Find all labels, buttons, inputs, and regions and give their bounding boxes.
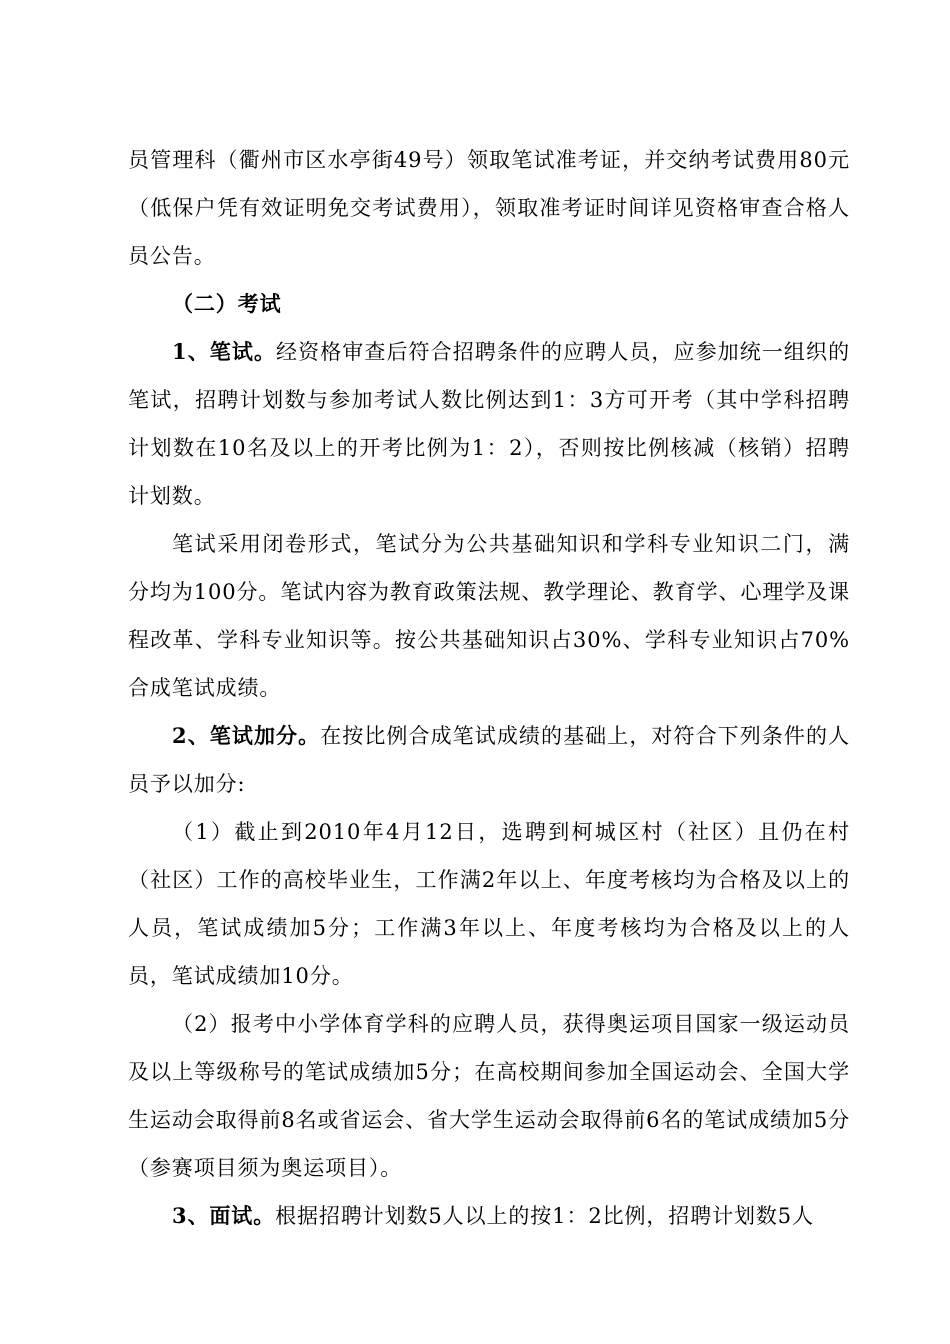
paragraph-lead: 3、面试。 bbox=[172, 1203, 276, 1228]
paragraph-text: （2）报考中小学体育学科的应聘人员，获得奥运项目国家一级运动员及以上等级称号的笔试成绩加5分；在高校期间参加全国运动会、全国大学生运动会取得前8名或省运会、省大学生运动会取得前6名的笔试成绩加5分（参赛项目须为奥运项目）。 bbox=[128, 1012, 850, 1180]
paragraph-bonus-item-1 bbox=[128, 808, 850, 1000]
paragraph-bonus-points bbox=[128, 712, 850, 808]
paragraph-text: （1）截止到2010年4月12日，选聘到柯城区村（社区）且仍在村（社区）工作的高校毕业生，工作满2年以上、年度考核均为合格及以上的人员，笔试成绩加5分；工作满3年以上、年度考核均为合格及以上的人员，笔试成绩加10分。 bbox=[128, 820, 850, 988]
paragraph-exam-registration bbox=[128, 136, 850, 280]
paragraph-bonus-item-2 bbox=[128, 1000, 850, 1192]
document-page bbox=[128, 136, 850, 1240]
paragraph-text: 根据招聘计划数5人以上的按1：2比例，招聘计划数5人 bbox=[275, 1204, 814, 1228]
paragraph-written-exam bbox=[128, 328, 850, 520]
heading-text: （二）考试 bbox=[172, 291, 282, 316]
paragraph-text: 经资格审查后符合招聘条件的应聘人员，应参加统一组织的笔试，招聘计划数与参加考试人数比例达到1：3方可开考（其中学科招聘计划数在10名及以上的开考比例为1：2），否则按比例核减（核销）招聘计划数。 bbox=[128, 340, 850, 508]
paragraph-exam-format bbox=[128, 520, 850, 712]
paragraph-text: 笔试采用闭卷形式，笔试分为公共基础知识和学科专业知识二门，满分均为100分。笔试内容为教育政策法规、教学理论、教育学、心理学及课程改革、学科专业知识等。按公共基础知识占30%、学科专业知识占70%合成笔试成绩。 bbox=[128, 532, 850, 700]
paragraph-interview bbox=[128, 1192, 850, 1240]
paragraph-lead: 1、笔试。 bbox=[172, 339, 277, 364]
paragraph-lead: 2、笔试加分。 bbox=[172, 723, 321, 748]
section-heading-exam bbox=[128, 280, 850, 328]
paragraph-text: 在按比例合成笔试成绩的基础上，对符合下列条件的人员予以加分: bbox=[128, 724, 850, 796]
paragraph-text: 员管理科（衢州市区水亭街49号）领取笔试准考证，并交纳考试费用80元（低保户凭有效证明免交考试费用），领取准考证时间详见资格审查合格人员公告。 bbox=[128, 148, 850, 268]
